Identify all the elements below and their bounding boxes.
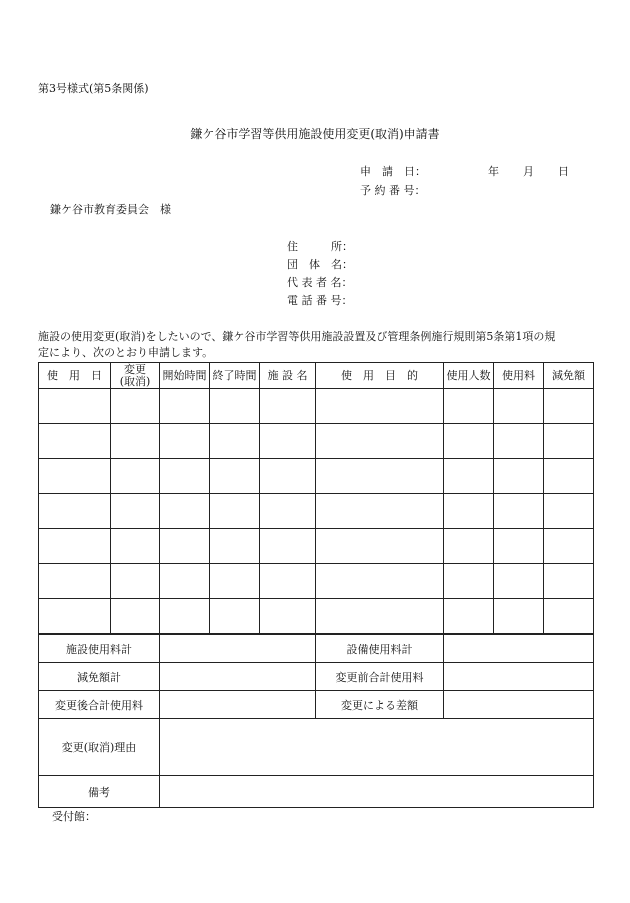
table-cell[interactable] [111, 599, 160, 634]
table-cell[interactable] [160, 494, 210, 529]
form-number: 第3号様式(第5条関係) [38, 82, 149, 95]
table-cell[interactable] [544, 389, 594, 424]
addressee: 鎌ケ谷市教育委員会 様 [50, 203, 171, 216]
difference-label: 変更による差額 [316, 691, 444, 719]
table-cell[interactable] [260, 424, 316, 459]
table-cell[interactable] [544, 424, 594, 459]
table-cell[interactable] [316, 599, 444, 634]
table-cell[interactable] [111, 424, 160, 459]
table-cell[interactable] [160, 564, 210, 599]
column-header: 減免額 [544, 363, 594, 389]
column-header: 使 用 目 的 [316, 363, 444, 389]
table-cell[interactable] [260, 529, 316, 564]
table-cell[interactable] [494, 459, 544, 494]
table-cell[interactable] [316, 494, 444, 529]
facility-fee-total-label: 施設使用料計 [39, 635, 160, 663]
column-header: 施 設 名 [260, 363, 316, 389]
table-cell[interactable] [210, 389, 260, 424]
table-cell[interactable] [260, 564, 316, 599]
table-cell[interactable] [210, 424, 260, 459]
table-cell[interactable] [160, 459, 210, 494]
column-header: 変更 (取消) [111, 363, 160, 389]
equipment-fee-total-label: 設備使用料計 [316, 635, 444, 663]
table-cell[interactable] [210, 599, 260, 634]
table-cell[interactable] [444, 494, 494, 529]
day-unit: 日 [558, 165, 569, 178]
table-row [39, 494, 594, 529]
facility-fee-total-field[interactable] [160, 635, 316, 663]
table-cell[interactable] [210, 564, 260, 599]
table-cell[interactable] [260, 599, 316, 634]
table-cell[interactable] [111, 389, 160, 424]
table-cell[interactable] [444, 599, 494, 634]
table-cell[interactable] [494, 529, 544, 564]
address-label: 住 所： [287, 240, 353, 253]
body-text-line1: 施設の使用変更(取消)をしたいので、鎌ケ谷市学習等供用施設設置及び管理条例施行規則第5条第1項の規 [38, 330, 556, 343]
representative-label: 代 表 者 名： [287, 276, 353, 289]
year-unit: 年 [488, 165, 499, 178]
table-cell[interactable] [210, 459, 260, 494]
body-text-line2: 定により、次のとおり申請します。 [38, 346, 214, 359]
table-cell[interactable] [494, 389, 544, 424]
reduction-total-field[interactable] [160, 663, 316, 691]
table-cell[interactable] [316, 564, 444, 599]
month-unit: 月 [523, 165, 534, 178]
reason-label: 変更(取消)理由 [39, 719, 160, 776]
table-cell[interactable] [544, 529, 594, 564]
table-cell[interactable] [160, 424, 210, 459]
table-row [39, 529, 594, 564]
table-row [39, 424, 594, 459]
table-cell[interactable] [260, 459, 316, 494]
column-header: 使用人数 [444, 363, 494, 389]
reception-label: 受付館： [52, 810, 96, 823]
reason-field[interactable] [160, 719, 594, 776]
equipment-fee-total-field[interactable] [444, 635, 594, 663]
table-cell[interactable] [111, 529, 160, 564]
column-header: 使 用 日 [39, 363, 111, 389]
table-cell[interactable] [494, 564, 544, 599]
table-cell[interactable] [494, 494, 544, 529]
table-row [39, 564, 594, 599]
table-cell[interactable] [316, 529, 444, 564]
reservation-number-label: 予 約 番 号： [360, 184, 426, 197]
table-cell[interactable] [316, 459, 444, 494]
table-row [39, 599, 594, 634]
table-cell[interactable] [39, 599, 111, 634]
table-cell[interactable] [494, 599, 544, 634]
table-cell[interactable] [210, 494, 260, 529]
table-cell[interactable] [444, 564, 494, 599]
table-cell[interactable] [544, 459, 594, 494]
table-cell[interactable] [39, 459, 111, 494]
table-cell[interactable] [39, 424, 111, 459]
column-header: 終了時間 [210, 363, 260, 389]
post-change-total-label: 変更後合計使用料 [39, 691, 160, 719]
table-cell[interactable] [444, 424, 494, 459]
page-title: 鎌ケ谷市学習等供用施設使用変更(取消)申請書 [190, 127, 440, 141]
pre-change-total-label: 変更前合計使用料 [316, 663, 444, 691]
table-cell[interactable] [210, 529, 260, 564]
table-cell[interactable] [160, 599, 210, 634]
table-row [39, 389, 594, 424]
table-cell[interactable] [160, 389, 210, 424]
table-cell[interactable] [260, 389, 316, 424]
column-header: 使用料 [494, 363, 544, 389]
table-cell[interactable] [39, 494, 111, 529]
table-cell[interactable] [494, 424, 544, 459]
table-cell[interactable] [39, 529, 111, 564]
table-cell[interactable] [544, 599, 594, 634]
table-cell[interactable] [111, 459, 160, 494]
table-cell[interactable] [39, 389, 111, 424]
group-name-label: 団 体 名： [287, 258, 353, 271]
column-header: 開始時間 [160, 363, 210, 389]
table-cell[interactable] [111, 494, 160, 529]
table-cell[interactable] [544, 494, 594, 529]
reduction-total-label: 減免額計 [39, 663, 160, 691]
post-change-total-field[interactable] [160, 691, 316, 719]
table-cell[interactable] [444, 529, 494, 564]
application-date-label: 申 請 日： [360, 165, 426, 178]
table-row [39, 459, 594, 494]
table-cell[interactable] [316, 424, 444, 459]
usage-table [38, 362, 594, 634]
table-cell[interactable] [39, 564, 111, 599]
remarks-field[interactable] [160, 776, 594, 808]
difference-field[interactable] [444, 691, 594, 719]
table-cell[interactable] [444, 459, 494, 494]
table-cell[interactable] [316, 389, 444, 424]
phone-label: 電 話 番 号： [287, 294, 353, 307]
remarks-label: 備考 [39, 776, 160, 808]
table-cell[interactable] [111, 564, 160, 599]
pre-change-total-field[interactable] [444, 663, 594, 691]
table-cell[interactable] [260, 494, 316, 529]
table-cell[interactable] [444, 389, 494, 424]
summary-table [38, 634, 594, 808]
table-cell[interactable] [160, 529, 210, 564]
table-cell[interactable] [544, 564, 594, 599]
